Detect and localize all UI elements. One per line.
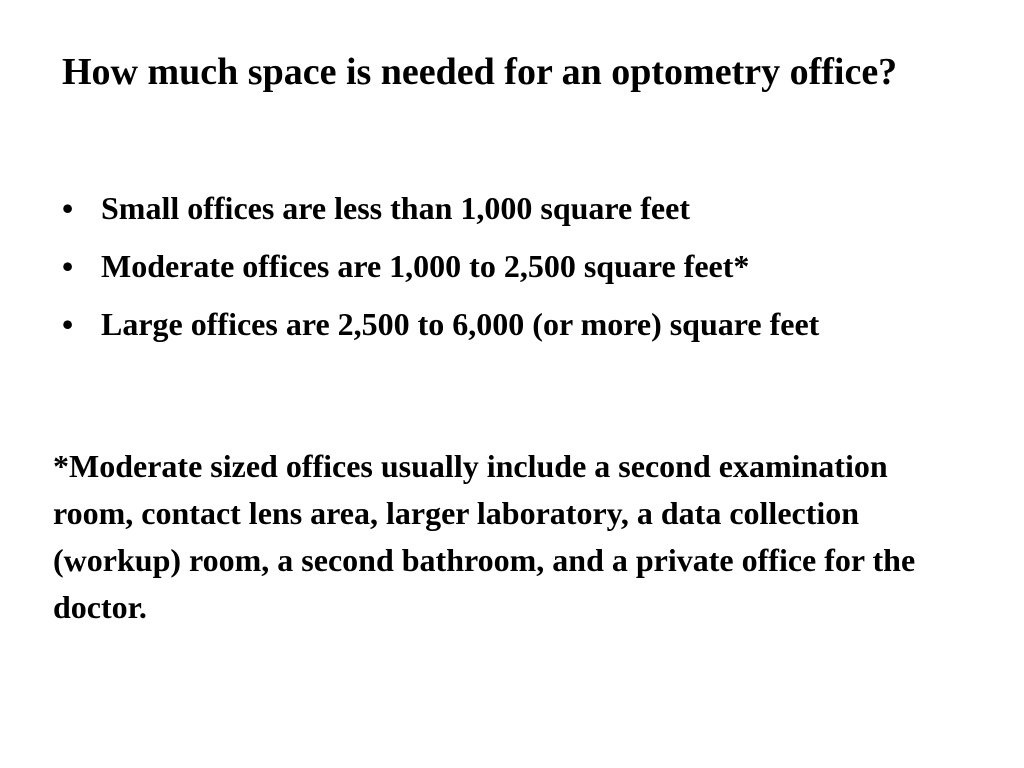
bullet-icon: • xyxy=(62,190,74,226)
bullet-text: Small offices are less than 1,000 square feet xyxy=(101,190,690,226)
list-item xyxy=(62,244,942,289)
bullet-icon: • xyxy=(62,248,74,284)
list-item xyxy=(62,186,942,231)
slide-title: How much space is needed for an optometry office? xyxy=(62,51,898,93)
footnote: *Moderate sized offices usually include a second examination room, contact lens area, larger laboratory, a data collection (workup) room, a second bathroom, and a private office for the doctor. xyxy=(53,448,916,625)
bullet-icon: • xyxy=(62,306,74,342)
list-item xyxy=(62,302,942,347)
bullet-text: Large offices are 2,500 to 6,000 (or more) square feet xyxy=(101,306,820,342)
bullet-list xyxy=(62,186,942,360)
bullet-text: Moderate offices are 1,000 to 2,500 square feet* xyxy=(101,248,750,284)
